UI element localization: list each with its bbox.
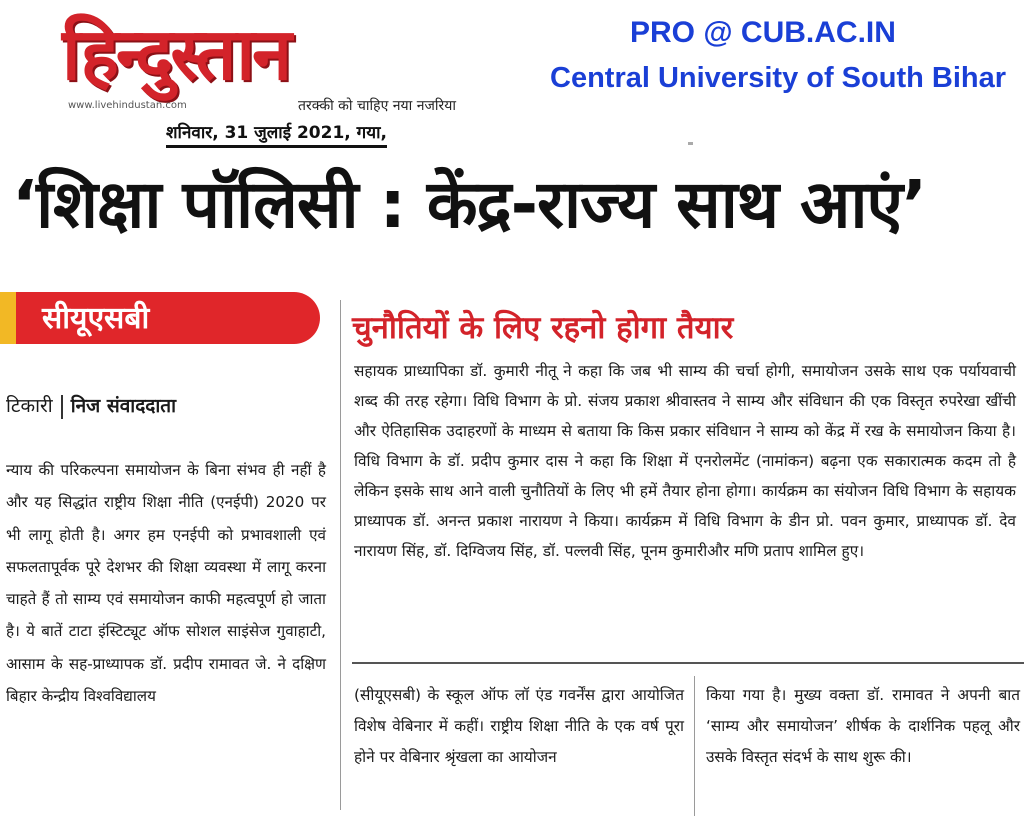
article-headline: ‘शिक्षा पॉलिसी : केंद्र-राज्य साथ आएं’ — [12, 166, 927, 243]
byline-divider — [61, 395, 63, 419]
dateline: शनिवार, 31 जुलाई 2021, गया, — [166, 120, 387, 148]
masthead-tagline: तरक्की को चाहिए नया नजरिया — [298, 98, 456, 114]
article-bottom-column-1: (सीयूएसबी) के स्कूल ऑफ लॉ एंड गवर्नेंस द्वारा आयोजित विशेष वेबिनार में कहीं। राष्ट्रीय शिक्षा नीति के एक वर्ष पूरा होने पर वेबिनार श्रृंखला का आयोजन — [354, 686, 684, 766]
scan-speck — [688, 142, 693, 145]
article-left-column: न्याय की परिकल्पना समायोजन के बिना संभव ही नहीं है और यह सिद्धांत राष्ट्रीय शिक्षा नीति (एनईपी) 2020 पर भी लागू होती है। अगर हम एनईपी को प्रभावशाली एवं सफलतापूर्वक पूरे देशभर की शिक्षा व्यवस्था में लागू करना चाहते हैं तो साम्य एवं समायोजन काफी महत्वपूर्ण हो जाता है। ये बातें टाटा इंस्टिट्यूट ऑफ सोशल साइंसेज गुवाहाटी, आसाम के सह-प्राध्यापक डॉ. प्रदीप रामावत जे. ने दक्षिण बिहार केन्द्रीय विश्वविद्यालय — [6, 461, 326, 706]
byline-author: निज संवाददाता — [70, 395, 177, 417]
column-divider — [340, 300, 341, 810]
bottom-column-divider — [694, 676, 695, 816]
newspaper-masthead — [62, 6, 482, 114]
byline — [6, 392, 176, 419]
article-main-paragraph: सहायक प्राध्यापिका डॉ. कुमारी नीतू ने कहा कि जब भी साम्य की चर्चा होगी, समायोजन उसके साथ एक पर्यायवाची शब्द की तरह रहेगा। विधि विभाग के प्रो. संजय प्रकाश श्रीवास्तव ने साम्य और संविधान की एक विस्तृत रुपरेखा खींची और ऐतिहासिक उदाहरणों के माध्यम से बताया कि किस प्रकार संविधान ने साम्य को केंद्र में रख के समायोजन किया है। विधि विभाग के डॉ. प्रदीप कुमार दास ने कहा कि शिक्षा में एनरोलमेंट (नामांकन) बढ़ना एक सकारात्मक कदम तो है लेकिन इसके साथ आने वाली चुनौतियों के लिए भी हमें तैयार होना होगा। कार्यक्रम का संयोजन विधि विभाग के सहायक प्राध्यापक डॉ. अनन्त प्रकाश नारायण ने किया। कार्यक्रम में विधि विभाग के डीन प्रो. पवन कुमार, प्राध्यापक डॉ. देव नारायण सिंह, डॉ. दिग्विजय सिंह, डॉ. पल्लवी सिंह, पूनम कुमारीऔर मणि प्रताप शामिल हुए। — [354, 362, 1016, 560]
article-subhead: चुनौतियों के लिए रहनो होगा तैयार — [352, 310, 734, 346]
section-tag-label: सीयूएसबी — [42, 301, 150, 336]
pr-email: PRO @ CUB.AC.IN — [630, 16, 896, 49]
byline-place: टिकारी — [6, 395, 53, 417]
university-name: Central University of South Bihar — [550, 62, 1007, 94]
horizontal-divider — [352, 662, 1024, 664]
newspaper-logo: हिन्दुस्तान — [62, 11, 290, 96]
site-url: www.livehindustan.com — [68, 100, 187, 111]
article-bottom-column-2: किया गया है। मुख्य वक्ता डॉ. रामावत ने अपनी बात ‘साम्य और समायोजन’ शीर्षक के दार्शनिक पहलू और उसके विस्तृत संदर्भ के साथ शुरू की। — [706, 686, 1020, 766]
